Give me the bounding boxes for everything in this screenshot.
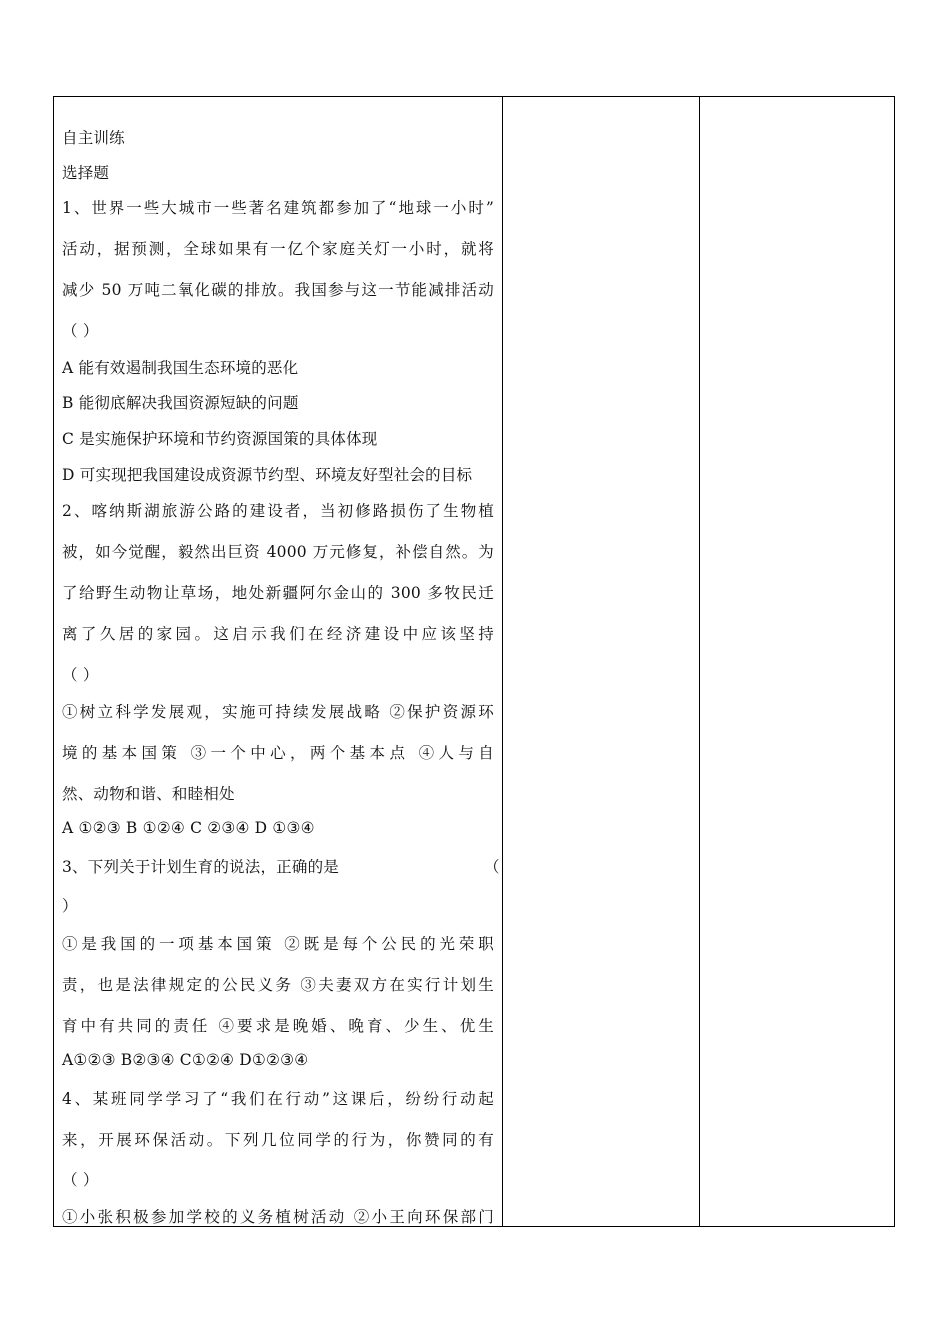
q2-statement-2: 境的基本国策 ③一个中心，两个基本点 ④人与自	[62, 744, 494, 762]
column-divider-1	[502, 97, 503, 1226]
q2-line-2: 被，如今觉醒，毅然出巨资 4000 万元修复，补偿自然。为	[62, 543, 494, 561]
q1-line-3: 减少 50 万吨二氧化碳的排放。我国参与这一节能减排活动	[62, 281, 494, 299]
column-divider-2	[699, 97, 700, 1226]
q1-option-c: C 是实施保护环境和节约资源国策的具体体现	[62, 430, 378, 448]
q3-blank-open: （	[484, 858, 500, 876]
q4-statement-1: ①小张积极参加学校的义务植树活动 ②小王向环保部门	[62, 1208, 494, 1226]
q4-line-2: 来，开展环保活动。下列几位同学的行为，你赞同的有	[62, 1131, 494, 1149]
q3-line-1: 3、下列关于计划生育的说法，正确的是	[62, 858, 339, 876]
q3-statement-2: 责，也是法律规定的公民义务 ③夫妻双方在实行计划生	[62, 976, 494, 994]
section-heading: 自主训练	[62, 129, 125, 147]
q1-line-1: 1、世界一些大城市一些著名建筑都参加了“地球一小时”	[62, 199, 494, 217]
q2-statement-1: ①树立科学发展观，实施可持续发展战略 ②保护资源环	[62, 703, 494, 721]
q1-option-d: D 可实现把我国建设成资源节约型、环境友好型社会的目标	[62, 466, 473, 484]
q2-line-4: 离了久居的家园。这启示我们在经济建设中应该坚持	[62, 625, 494, 643]
section-subheading: 选择题	[62, 164, 110, 182]
q4-answer-blank: （ ）	[62, 1171, 99, 1189]
q1-line-2: 活动，据预测，全球如果有一亿个家庭关灯一小时，就将	[62, 240, 494, 258]
q2-statement-3: 然、动物和谐、和睦相处	[62, 785, 235, 803]
q2-choices: A ①②③ B ①②④ C ②③④ D ①③④	[62, 819, 315, 837]
q3-choices: A①②③ B②③④ C①②④ D①②③④	[62, 1051, 309, 1069]
q1-option-a: A 能有效遏制我国生态环境的恶化	[62, 359, 299, 377]
q3-statement-3: 育中有共同的责任 ④要求是晚婚、晚育、少生、优生	[62, 1017, 494, 1035]
q1-option-b: B 能彻底解决我国资源短缺的问题	[62, 394, 299, 412]
q2-line-3: 了给野生动物让草场，地处新疆阿尔金山的 300 多牧民迁	[62, 584, 494, 602]
q3-statement-1: ①是我国的一项基本国策 ②既是每个公民的光荣职	[62, 935, 494, 953]
q3-blank-close: ）	[62, 897, 78, 915]
q2-line-1: 2、喀纳斯湖旅游公路的建设者，当初修路损伤了生物植	[62, 502, 494, 520]
q2-answer-blank: （ ）	[62, 666, 99, 684]
q4-line-1: 4、某班同学学习了“我们在行动”这课后，纷纷行动起	[62, 1090, 494, 1108]
q1-answer-blank: （ ）	[62, 322, 99, 340]
